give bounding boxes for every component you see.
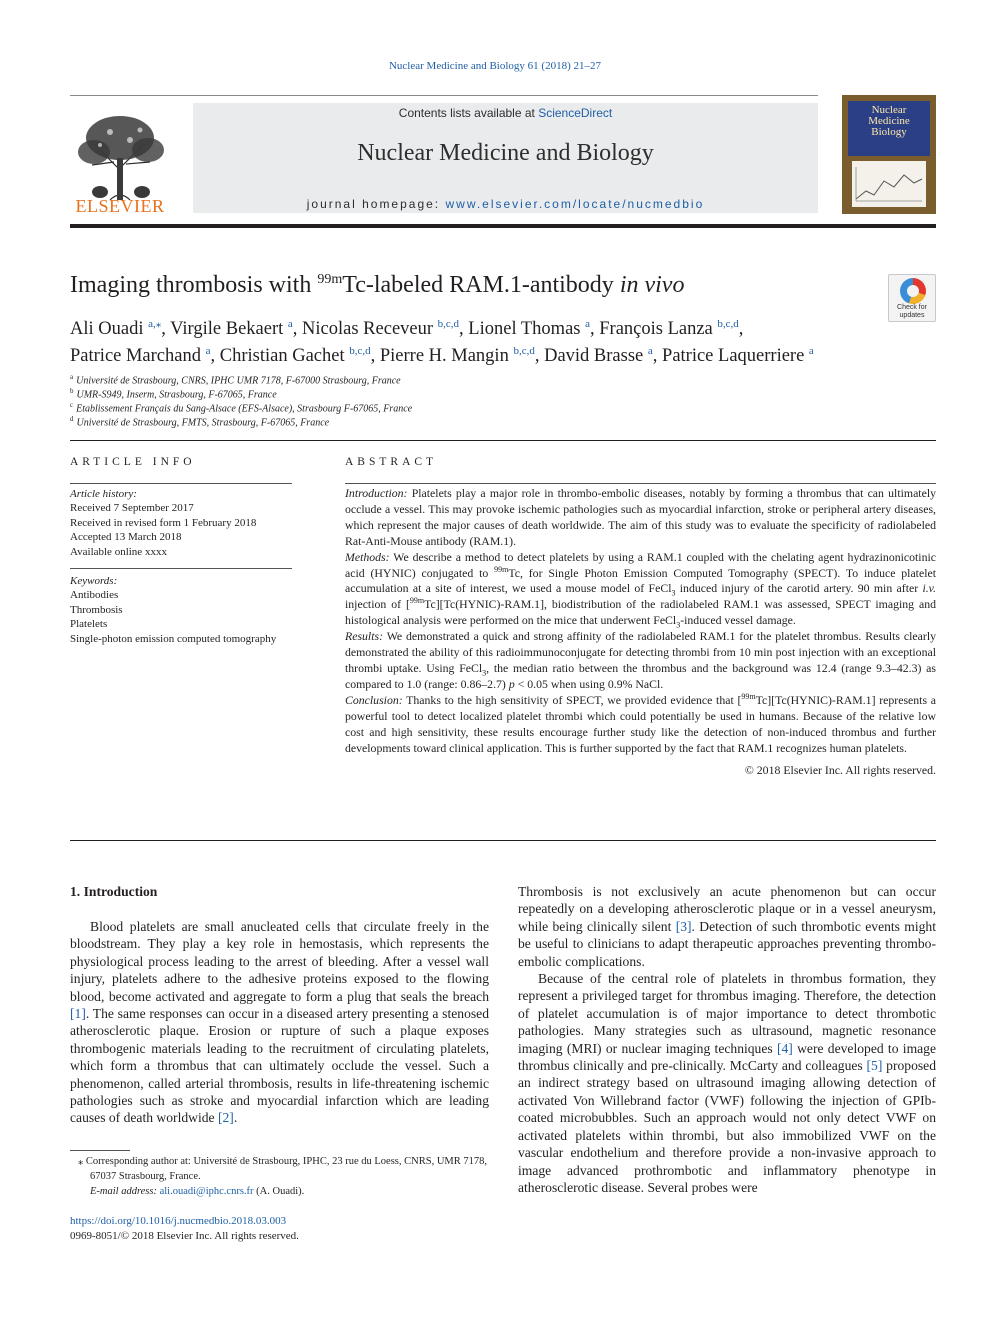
affiliation: $^a$ Université de Strasbourg, CNRS, IPHC UMR 7178, F-67000 Strasbourg, France: [70, 373, 401, 387]
email-link[interactable]: ali.ouadi@iphc.cnrs.fr: [159, 1186, 254, 1197]
author[interactable]: François Lanza $^{b,c,d}$: [599, 318, 739, 340]
abstract-results: Results: We demonstrated a quick and strong affinity of the radiolabeled RAM.1 for the platelet thrombus. Results clearly demonstrated the ability of this radioimmunoconjugate for detecting thrombi from 10 min post injection with an exceptional thrombi uptake. Using FeCl$_3$, the median ratio between the thrombus and the background was 12.4 (range 9.3–42.3) as compared to 1.0 (range: 0.86–2.7) p < 0.05 when using 0.9% NaCl.: [345, 629, 936, 691]
citation-link[interactable]: [3]: [675, 918, 692, 934]
corresponding-email: E-mail address: ali.ouadi@iphc.cnrs.fr (A. Ouadi).: [90, 1186, 305, 1197]
author[interactable]: Nicolas Receveur $^{b,c,d}$: [302, 318, 460, 340]
article-info-heading: ARTICLE INFO: [70, 456, 196, 468]
author[interactable]: David Brasse $^a$: [544, 345, 653, 367]
footnote-rule: [70, 1150, 130, 1151]
journal-reference[interactable]: Nuclear Medicine and Biology 61 (2018) 21–27: [388, 60, 601, 72]
check-updates-icon: [900, 278, 926, 304]
title-italic: in vivo: [619, 272, 685, 298]
abstract-heading: ABSTRACT: [345, 456, 438, 468]
contents-prefix: Contents lists available at: [398, 106, 539, 120]
citation-link[interactable]: [1]: [70, 1006, 86, 1022]
abstract-rule: [345, 483, 936, 484]
history-revised: Received in revised form 1 February 2018: [70, 516, 257, 529]
check-updates-label: [889, 304, 935, 320]
journal-homepage-link[interactable]: www.elsevier.com/locate/nucmedbio: [445, 197, 705, 211]
journal-cover-thumbnail[interactable]: [842, 95, 936, 214]
keyword: Thrombosis: [70, 603, 123, 616]
header-bottom-rule: [70, 224, 936, 228]
abstract-bottom-divider: [70, 840, 936, 841]
author[interactable]: Virgile Bekaert $^a$: [170, 318, 293, 340]
check-for-updates-button[interactable]: [888, 274, 936, 322]
affiliation: $^d$ Université de Strasbourg, FMTS, Strasbourg, F-67065, France: [70, 415, 330, 429]
author[interactable]: Pierre H. Mangin $^{b,c,d}$: [379, 345, 535, 367]
history-online: Available online xxxx: [70, 545, 167, 558]
corresponding-author-address: ⁎ Corresponding author at: Université de Strasbourg, IPHC, 23 rue du Loess, CNRS, UMR 7178, 67037 Strasbourg, France.: [78, 1156, 487, 1182]
affiliation: $^b$ UMR-S949, Inserm, Strasbourg, F-67065, France: [70, 387, 277, 401]
homepage-prefix: journal homepage:: [306, 197, 446, 211]
abstract-methods: Methods: We describe a method to detect platelets by using a RAM.1 coupled with the chelating agent hydrazinonicotinic acid (HYNIC) conjugated to $^{99m}$Tc, for Single Photon Emission Computed Tomography (SPECT). To induce platelet accumulation at a site of interest, we used a mouse model of FeCl$_3$ induced injury of the carotid artery. 90 min after i.v. injection of [$^{99m}$Tc][Tc(HYNIC)-RAM.1], biodistribution of the radiolabeled RAM.1 was assessed, SPECT imaging and histological analysis were performed on the mice that underwent FeCl$_3$-induced vessel damage.: [345, 549, 936, 630]
journal-homepage-line: [193, 197, 818, 211]
abstract-introduction: Introduction: Platelets play a major role in thrombo-embolic diseases, notably by forming a thrombus that can ultimately occlude a vessel. This may provoke ischemic pathologies such as myocardial infarction, stroke or peripheral artery diseases, which represent the major causes of death worldwide. The aim of this study was to evaluate the specificity of radiolabeled Rat-Anti-Mouse antibody (RAM.1).: [345, 486, 936, 548]
corresponding-author-footnote: [70, 1154, 490, 1199]
keyword: Antibodies: [70, 589, 119, 602]
cover-title-line-3: Biology: [871, 126, 907, 138]
author[interactable]: Patrice Marchand $^a$: [70, 345, 211, 367]
citation-link[interactable]: [2]: [217, 1110, 234, 1126]
title-text-2: Tc-labeled RAM.1-antibody: [342, 272, 620, 298]
body-left-column: [70, 918, 489, 1127]
cover-title-line-2: Medicine: [868, 115, 910, 127]
issn-copyright: 0969-8051/© 2018 Elsevier Inc. All rights reserved.: [70, 1230, 299, 1242]
cover-figure-image: [852, 161, 926, 207]
cover-title: [848, 105, 930, 138]
journal-title: Nuclear Medicine and Biology: [357, 140, 654, 166]
keyword: Platelets: [70, 618, 108, 631]
article-history: [70, 487, 256, 559]
abstract-copyright: © 2018 Elsevier Inc. All rights reserved.: [744, 763, 936, 778]
publisher-wordmark: ELSEVIER: [75, 196, 165, 216]
citation-link[interactable]: [4]: [776, 1040, 793, 1056]
body-paragraph: Thrombosis is not exclusively an acute phenomenon but can occur repeatedly on a developing atherosclerotic plaque or in a vessel aneurysm, while being clinically silent [3]. Detection of such thrombotic events might be useful to clinicians to adapt therapeutic approaches preventing thrombo-embolic complications.: [518, 884, 936, 969]
affiliations-divider: [70, 440, 936, 441]
history-received: Received 7 September 2017: [70, 502, 194, 515]
cover-title-line-1: Nuclear: [871, 104, 907, 116]
check-updates-label-2: updates: [899, 312, 925, 319]
doi-link[interactable]: https://doi.org/10.1016/j.nucmedbio.2018.03.003: [70, 1215, 287, 1227]
citation-link[interactable]: [5]: [866, 1058, 883, 1074]
history-accepted: Accepted 13 March 2018: [70, 531, 182, 544]
contents-available-line: [193, 106, 818, 120]
sciencedirect-link[interactable]: ScienceDirect: [538, 106, 613, 120]
author[interactable]: Patrice Laquerriere $^a$: [662, 345, 814, 367]
body-paragraph: Blood platelets are small anucleated cells that circulate freely in the bloodstream. They play a key role in hemostasis, which represents the physiological process leading to the arrest of bleeding. After a vessel wall injury, platelets adhere to the adhesive proteins exposed to the flowing blood, become activated and aggregate to form a plug that seals the breach [1]. The same responses can occur in a diseased artery presenting a stenosed atherosclerotic plaque. Erosion or rupture of such a plaque exposes thrombogenic materials leading to the recruitment of circulating platelets, which form a thrombus that can ultimately occlude the vessel. Such a phenomenon, called arterial thrombosis, results in life-threatening ischemic pathologies such as stroke and myocardial infarction which are leading causes of death worldwide [2].: [70, 919, 489, 1126]
author[interactable]: Lionel Thomas $^a$: [468, 318, 590, 340]
author-list: Ali Ouadi $^{a,⁎}$, Virgile Bekaert $^a$, Nicolas Receveur $^{b,c,d}$, Lionel Thomas $^a$, François Lanza $^{b,c,d}$, Patrice Marchand $^a$, Christian Gachet $^{b,c,d}$, Pierre H. Mangin $^{b,c,d}$, David Brasse $^a$, Patrice Laquerriere $^a$: [70, 318, 814, 367]
body-paragraph: Because of the central role of platelets in thrombus formation, they represent a privileged target for thrombus imaging. Therefore, the detection of platelet accumulation is of major importance to detect thrombotic pathologies. Many strategies such as ultrasound, magnetic resonance imaging (MRI) or nuclear imaging techniques [4] were developed to image thrombus clinically and pre-clinically. McCarty and colleagues [5] proposed an indirect strategy based on ultrasound imaging allowing detection of activated Von Willebrand factor (VWF) following the injection of GPIb-coated microbubbles. Such an approach would not only detect VWF on activated platelets within thrombi, but also immobilized VWF on the vascular endothelium and therefore provide a non-invasive approach to image advanced prothrombotic and inflammatory phenotype in atherosclerotic disease. Several probes were: [518, 971, 937, 1195]
keywords-rule: [70, 568, 292, 569]
article-info-rule: [70, 483, 292, 484]
affiliation: $^c$ Etablissement Français du Sang-Alsace (EFS-Alsace), Strasbourg F-67065, France: [70, 401, 413, 415]
doi-block: [70, 1214, 299, 1244]
article-history-label: Article history:: [70, 488, 137, 500]
body-right-column: [518, 883, 936, 1196]
header-top-rule: [70, 95, 818, 96]
abstract-body: [345, 486, 936, 779]
keywords-label: Keywords:: [70, 575, 118, 587]
author[interactable]: Christian Gachet $^{b,c,d}$: [219, 345, 371, 367]
keywords: [70, 574, 276, 646]
author[interactable]: Ali Ouadi $^{a,⁎}$: [70, 318, 162, 340]
check-updates-label-1: Check for: [897, 304, 927, 311]
keyword: Single-photon emission computed tomography: [70, 632, 277, 645]
article-title: [70, 272, 870, 299]
title-text-1: Imaging thrombosis with: [70, 272, 318, 298]
section-heading-introduction: 1. Introduction: [70, 884, 158, 899]
title-isotope-sup: 99m: [317, 272, 343, 287]
abstract-conclusion: Conclusion: Thanks to the high sensitivity of SPECT, we provided evidence that [$^{99m}$Tc][Tc(HYNIC)-RAM.1] represents a powerful tool to detect localized platelet thrombi which could potentially be used in humans. Because of the relative low cost and high sensitivity, these results encourage further study like the detection of non-induced thrombus and further developments toward clinical application. This is further supported by the fact that RAM.1 recognizes human platelets.: [345, 691, 937, 755]
